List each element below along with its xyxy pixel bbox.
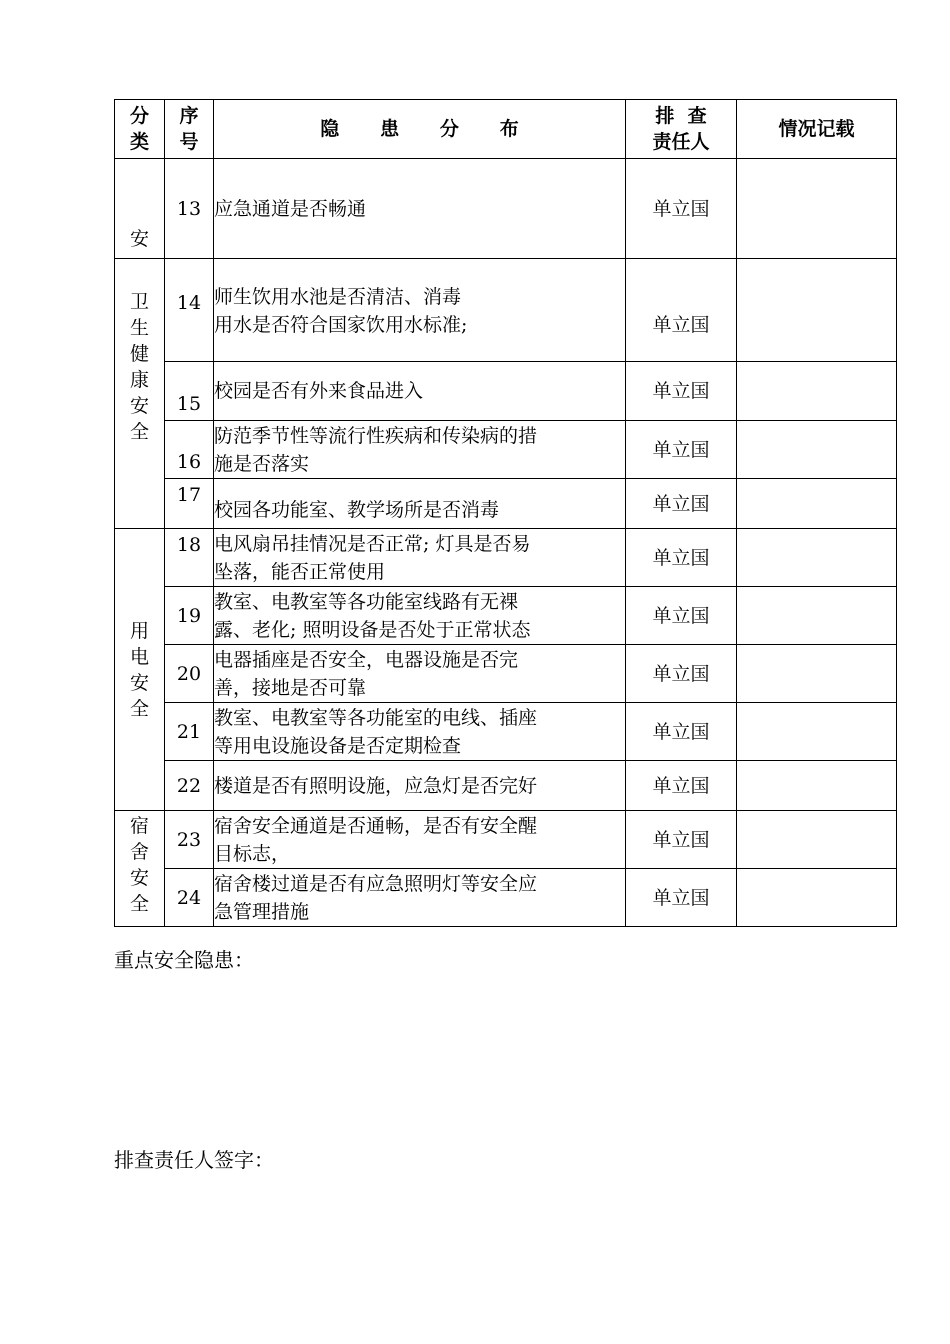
seq-cell: 13 xyxy=(165,159,214,259)
category-char: 电 xyxy=(129,645,149,668)
responsible-cell: 单立国 xyxy=(626,703,737,761)
hazard-line: 宿舍安全通道是否通畅，是否有安全醒 xyxy=(214,814,538,837)
hazard-line: 等用电设施设备是否定期检查 xyxy=(214,734,462,757)
hazard-line: 善，接地是否可靠 xyxy=(214,676,367,699)
hazard-cell: 楼道是否有照明设施，应急灯是否完好 xyxy=(214,761,626,811)
header-category xyxy=(115,100,165,159)
record-cell[interactable] xyxy=(737,259,897,362)
category-cell xyxy=(115,159,165,259)
table-row xyxy=(115,159,897,259)
record-cell[interactable] xyxy=(737,703,897,761)
header-hazard xyxy=(214,100,626,159)
category-char: 全 xyxy=(129,421,149,443)
hazard-cell: 校园是否有外来食品进入 xyxy=(214,362,626,421)
table-row xyxy=(115,761,897,811)
hazard-line: 施是否落实 xyxy=(214,452,310,475)
seq-cell: 24 xyxy=(165,869,214,927)
hazard-cell xyxy=(214,529,626,587)
signature-label: 排查责任人签字： xyxy=(114,1148,274,1172)
hazard-cell xyxy=(214,587,626,645)
responsible-cell: 单立国 xyxy=(626,479,737,529)
seq-cell: 18 xyxy=(165,529,214,587)
seq-cell: 16 xyxy=(165,421,214,479)
record-cell[interactable] xyxy=(737,811,897,869)
hazard-inspection-table xyxy=(114,99,897,927)
seq-cell: 23 xyxy=(165,811,214,869)
category-cell xyxy=(115,259,165,529)
hazard-line: 用水是否符合国家饮用水标准; xyxy=(214,314,468,336)
table-row xyxy=(115,587,897,645)
responsible-cell: 单立国 xyxy=(626,159,737,259)
hazard-line: 教室、电教室等各功能室的电线、插座 xyxy=(214,706,538,729)
table-row xyxy=(115,529,897,587)
hazard-line: 坠落，能否正常使用 xyxy=(214,560,386,583)
hazard-cell xyxy=(214,703,626,761)
table-row xyxy=(115,645,897,703)
hazard-line: 急管理措施 xyxy=(214,900,310,923)
responsible-cell: 单立国 xyxy=(626,529,737,587)
seq-cell: 15 xyxy=(165,362,214,421)
responsible-cell: 单立国 xyxy=(626,587,737,645)
hazard-cell xyxy=(214,869,626,927)
table-row xyxy=(115,869,897,927)
header-record: 情况记载 xyxy=(737,100,897,159)
hazard-cell: 应急通道是否畅通 xyxy=(214,159,626,259)
responsible-cell: 单立国 xyxy=(626,421,737,479)
category-char: 健 xyxy=(129,343,149,365)
record-cell[interactable] xyxy=(737,529,897,587)
hazard-cell xyxy=(214,645,626,703)
responsible-cell: 单立国 xyxy=(626,811,737,869)
seq-cell: 20 xyxy=(165,645,214,703)
hazard-cell xyxy=(214,421,626,479)
table-header-row xyxy=(115,100,897,159)
table-row xyxy=(115,421,897,479)
record-cell[interactable] xyxy=(737,869,897,927)
record-cell[interactable] xyxy=(737,761,897,811)
record-cell[interactable] xyxy=(737,421,897,479)
category-char: 康 xyxy=(129,369,149,391)
hazard-line: 目标志， xyxy=(214,842,291,865)
hazard-cell xyxy=(214,811,626,869)
header-seq-char: 序 xyxy=(179,105,199,127)
category-char: 生 xyxy=(129,317,149,339)
responsible-cell: 单立国 xyxy=(626,259,737,362)
hazard-line: 电风扇吊挂情况是否正常; 灯具是否易 xyxy=(214,532,531,555)
record-cell[interactable] xyxy=(737,362,897,421)
seq-cell: 17 xyxy=(165,479,214,529)
category-char: 卫 xyxy=(129,291,149,313)
seq-cell: 14 xyxy=(165,259,214,362)
record-cell[interactable] xyxy=(737,645,897,703)
hazard-line: 宿舍楼过道是否有应急照明灯等安全应 xyxy=(214,872,538,895)
record-cell[interactable] xyxy=(737,159,897,259)
category-char: 舍 xyxy=(129,841,149,863)
responsible-cell: 单立国 xyxy=(626,869,737,927)
hazard-cell xyxy=(214,259,626,362)
category-char: 安 xyxy=(129,395,149,417)
category-char: 全 xyxy=(129,697,149,720)
header-seq-char: 号 xyxy=(179,131,199,153)
category-char: 宿 xyxy=(129,815,149,837)
category-cell xyxy=(115,811,165,927)
responsible-cell: 单立国 xyxy=(626,645,737,703)
hazard-line: 露、老化; 照明设备是否处于正常状态 xyxy=(214,618,531,641)
header-responsible xyxy=(626,100,737,159)
header-hazard-label: 隐 患 分 布 xyxy=(320,118,536,140)
table-row xyxy=(115,259,897,362)
hazard-line: 电器插座是否安全，电器设施是否完 xyxy=(214,648,519,671)
table-row xyxy=(115,362,897,421)
responsible-cell: 单立国 xyxy=(626,761,737,811)
header-responsible-line: 责任人 xyxy=(652,131,710,153)
seq-cell: 19 xyxy=(165,587,214,645)
key-hazards-label: 重点安全隐患： xyxy=(114,948,254,972)
category-cell xyxy=(115,529,165,811)
category-char: 全 xyxy=(129,893,149,915)
table-row xyxy=(115,479,897,529)
category-char: 安 xyxy=(129,867,149,889)
category-char: 安 xyxy=(129,228,149,250)
header-category-char: 分 xyxy=(129,105,149,127)
hazard-line: 师生饮用水池是否清洁、消毒 xyxy=(214,286,462,308)
table-row xyxy=(115,811,897,869)
category-char: 用 xyxy=(129,619,149,642)
header-responsible-line: 排 查 xyxy=(655,105,707,127)
record-cell[interactable] xyxy=(737,587,897,645)
hazard-line: 教室、电教室等各功能室线路有无裸 xyxy=(214,590,519,613)
category-char: 安 xyxy=(129,671,149,694)
header-category-char: 类 xyxy=(129,131,149,153)
hazard-line: 防范季节性等流行性疾病和传染病的措 xyxy=(214,424,538,447)
responsible-cell: 单立国 xyxy=(626,362,737,421)
seq-cell: 21 xyxy=(165,703,214,761)
header-seq xyxy=(165,100,214,159)
seq-cell: 22 xyxy=(165,761,214,811)
table-row xyxy=(115,703,897,761)
hazard-cell: 校园各功能室、教学场所是否消毒 xyxy=(214,479,626,529)
record-cell[interactable] xyxy=(737,479,897,529)
